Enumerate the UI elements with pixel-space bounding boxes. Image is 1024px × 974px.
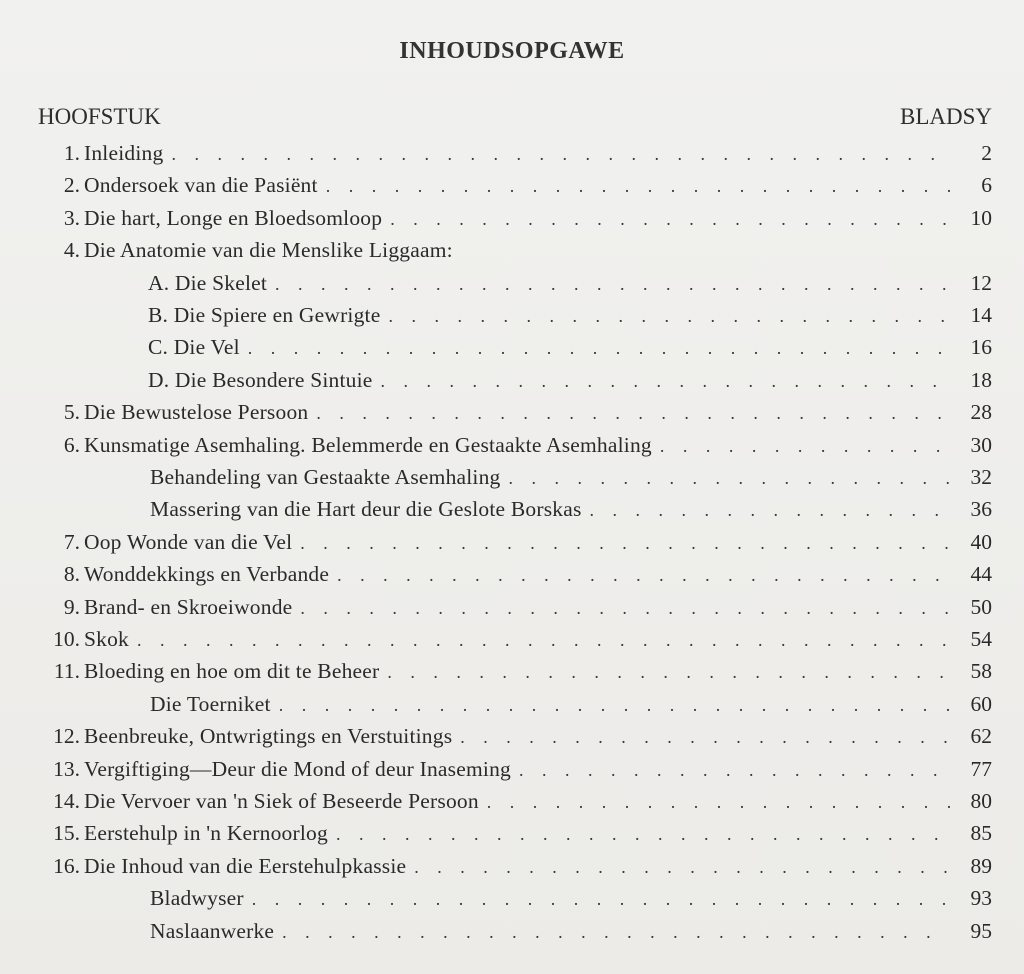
toc-entry [0,365,1024,395]
entry-title: Inleiding [84,141,164,165]
entry-title: Massering van die Hart deur die Geslote Borskas [150,497,582,522]
toc-entry [0,851,1024,881]
toc-entry [0,300,1024,330]
page-number: 18 [970,367,992,392]
entry-title: Oop Wonde van die Vel [84,529,293,554]
toc-entry [0,235,1024,265]
dot-leader [487,787,950,817]
chapter-number: 12. [53,724,80,749]
entry-text-area [84,559,956,590]
entry-text-area [150,462,956,493]
entry-title: Kunsmatige Asemhaling. Belemmerde en Gestaakte Asemhaling [84,432,652,457]
dot-leader [337,560,950,590]
entry-title: D. Die Besondere Sintuie [148,367,373,392]
page-number: 60 [970,691,992,716]
toc-entry [0,916,1024,946]
toc-entry [0,721,1024,751]
dot-leader [519,755,950,785]
page-number: 40 [970,529,992,554]
entry-text-area [84,430,956,461]
page-number: 12 [970,270,992,295]
entry-text-area [84,851,956,882]
page-number: 44 [970,562,992,587]
dot-leader [282,917,950,947]
toc-entry [0,527,1024,557]
entry-text-area [150,916,956,947]
chapter-number: 1. [63,141,80,165]
dot-leader [390,204,950,234]
toc-entry [0,268,1024,298]
dot-leader [252,884,950,914]
page-number: 89 [970,853,992,878]
entry-text-area [84,592,956,623]
chapter-number: 15. [53,821,80,846]
chapter-number: 7. [63,529,80,554]
entry-text-area [150,494,956,525]
chapter-number: 6. [63,432,80,457]
toc-entry [0,397,1024,427]
page-number: 16 [970,335,992,360]
page-number: 6 [981,173,992,198]
chapter-number: 9. [63,594,80,619]
dot-leader [137,625,950,655]
toc-entry [0,170,1024,200]
entry-text-area [150,689,956,720]
toc-entry [0,786,1024,816]
chapter-column-header: HOOFSTUK [38,104,161,129]
entry-title: Behandeling van Gestaakte Asemhaling [150,465,501,489]
toc-entry [0,138,1024,168]
entry-title: Die Bewustelose Persoon [84,400,309,425]
entry-title: B. Die Spiere en Gewrigte [148,303,381,327]
dot-leader [275,269,950,299]
entry-title: Die Inhoud van die Eerstehulpkassie [84,853,407,878]
entry-text-area [84,786,956,817]
chapter-number: 11. [53,659,80,684]
entry-text-area [84,624,956,655]
entry-text-area [150,883,956,914]
entry-title: Vergiftiging—Deur die Mond of deur Inaseming [84,756,511,781]
dot-leader [300,593,950,623]
dot-leader [326,171,950,201]
chapter-number: 4. [63,238,80,263]
entry-text-area [84,235,956,265]
chapter-number: 2. [63,173,80,198]
page-number: 62 [970,724,992,749]
toc-entry [0,689,1024,719]
page-number: 50 [970,594,992,619]
entry-title: Beenbreuke, Ontwrigtings en Verstuitings [84,724,453,749]
toc-entry [0,332,1024,362]
dot-leader [171,139,950,169]
entry-text-area [84,527,956,558]
entry-title: Die Vervoer van 'n Siek of Beseerde Persoon [84,789,479,813]
entry-title: Wonddekkings en Verbande [84,562,330,587]
dot-leader [414,852,950,882]
page-number: 14 [970,303,992,327]
chapter-number: 8. [63,562,80,587]
entry-text-area [148,268,956,299]
toc-entry [0,203,1024,233]
entry-text-area [84,397,956,428]
entry-title: Bloeding en hoe om dit te Beheer [84,659,380,684]
entry-title: A. Die Skelet [148,270,268,295]
page-number: 80 [970,789,992,813]
entry-title: Eerstehulp in 'n Kernoorlog [84,821,328,846]
toc-entry [0,818,1024,848]
entry-title: Die Toerniket [150,691,271,716]
entry-title: Naslaanwerke [150,918,275,943]
page-number: 95 [970,918,992,943]
page-number: 77 [970,756,992,781]
entry-title: Skok [84,627,130,651]
entry-text-area [148,332,956,363]
dot-leader [248,333,950,363]
toc-entry [0,883,1024,913]
page-number: 58 [970,659,992,684]
toc-entry [0,624,1024,654]
toc-entry [0,592,1024,622]
entry-title: Brand- en Skroeiwonde [84,594,293,619]
dot-leader [387,657,950,687]
page-number: 10 [970,205,992,230]
dot-leader [300,528,950,558]
dot-leader [388,301,950,331]
entry-text-area [84,754,956,785]
page-number: 93 [970,886,992,911]
entry-text-area [148,365,956,396]
chapter-number: 14. [53,789,80,813]
dot-leader [279,690,950,720]
entry-text-area [148,300,956,331]
entry-title: Die Anatomie van die Menslike Liggaam: [84,238,453,263]
page-number: 30 [970,432,992,457]
dot-leader [460,722,950,752]
toc-entry [0,430,1024,460]
entry-text-area [84,818,956,849]
page-number: 28 [970,400,992,425]
entry-text-area [84,170,956,201]
dot-leader [336,819,950,849]
chapter-number: 13. [53,756,80,781]
toc-entry [0,656,1024,686]
page-number: 36 [970,497,992,522]
entry-text-area [84,138,956,169]
entry-text-area [84,656,956,687]
toc-entry [0,754,1024,784]
dot-leader [590,495,950,525]
page-number: 32 [970,465,992,489]
toc-entry [0,559,1024,589]
entry-text-area [84,721,956,752]
chapter-number: 3. [63,205,80,230]
entry-text-area [84,203,956,234]
page-title: INHOUDSOPGAWE [399,38,625,64]
entry-title: Die hart, Longe en Bloedsomloop [84,205,383,230]
page-column-header: BLADSY [899,104,992,129]
entry-title: C. Die Vel [148,335,240,360]
entry-title: Ondersoek van die Pasiënt [84,173,318,198]
chapter-number: 10. [53,627,80,651]
page-number: 54 [970,627,992,651]
toc-entry [0,494,1024,524]
page-number: 85 [970,821,992,846]
chapter-number: 16. [53,853,80,878]
entry-title: Bladwyser [150,886,244,911]
page-number: 2 [981,141,992,165]
dot-leader [381,366,950,396]
dot-leader [660,431,950,461]
toc-entry [0,462,1024,492]
chapter-number: 5. [63,400,80,425]
dot-leader [316,398,950,428]
dot-leader [509,463,950,493]
